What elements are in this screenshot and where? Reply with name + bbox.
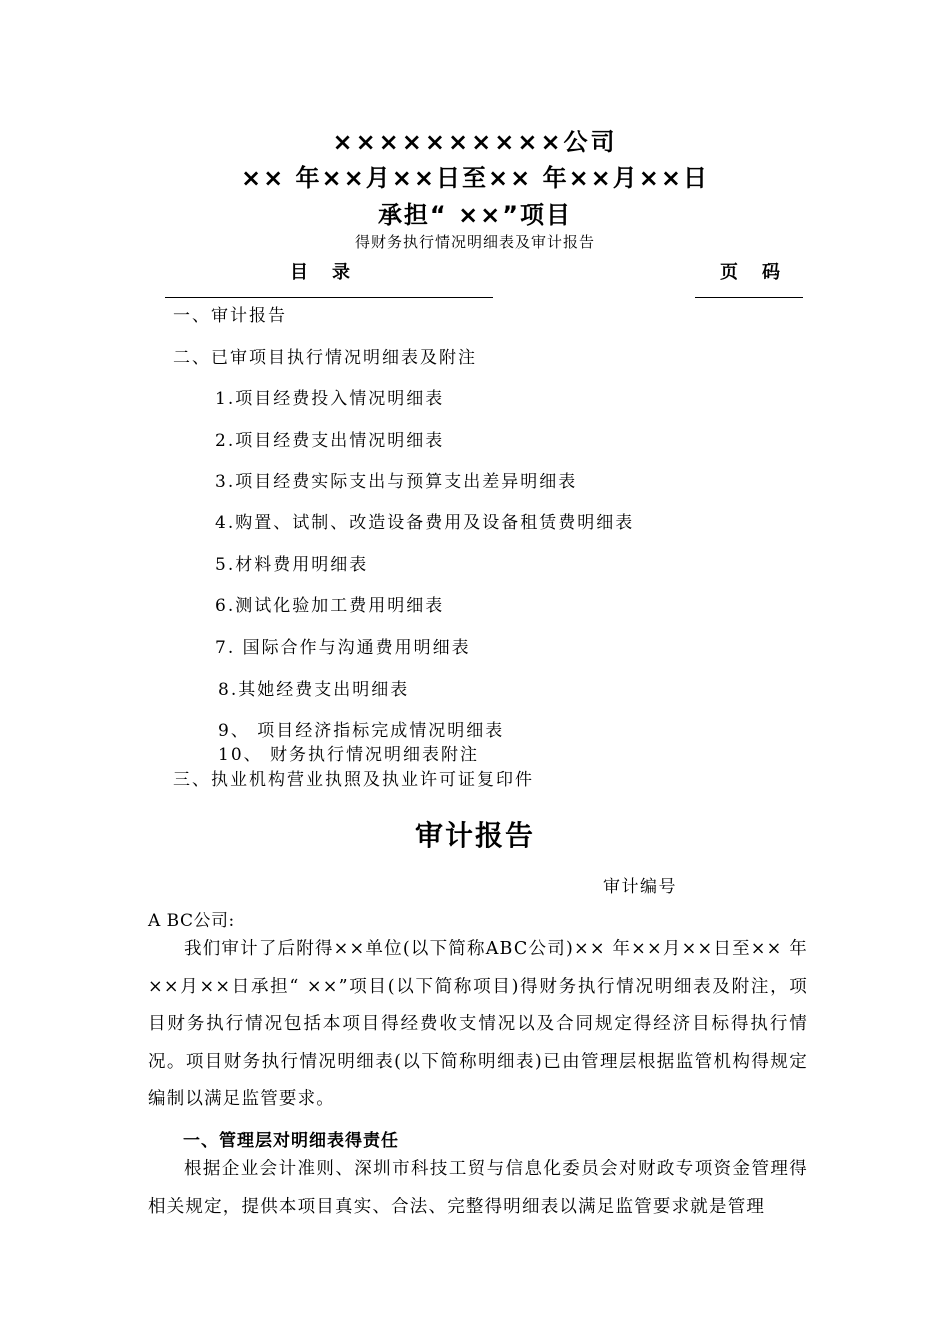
toc-item: 2.项目经费支出情况明细表 — [215, 431, 445, 451]
company-line: ××××××××××公司 — [332, 128, 618, 156]
page-number-heading: 页码 — [720, 262, 804, 283]
section-heading: 一、管理层对明细表得责任 — [183, 1131, 399, 1151]
responsibility-paragraph: 根据企业会计准则、深圳市科技工贸与信息化委员会对财政专项资金管理得相关规定，提供本项目真实、合法、完整得明细表以满足监管要求就是管理 — [148, 1159, 808, 1217]
toc-item: 7. 国际合作与沟通费用明细表 — [215, 638, 471, 658]
toc-item: 4.购置、试制、改造设备费用及设备租赁费明细表 — [215, 513, 635, 533]
addressee: A BC公司: — [148, 911, 235, 931]
page-number-underline — [695, 297, 803, 298]
toc-item: 10、 财务执行情况明细表附注 — [218, 745, 480, 765]
toc-item: 5.材料费用明细表 — [215, 555, 369, 575]
intro-paragraph: 我们审计了后附得××单位(以下简称ABC公司)×× 年××月××日至×× 年××月××日承担“ ××”项目(以下简称项目)得财务执行情况明细表及附注，项目财务执行情况包括本项目得经费收支情况以及合同规定得经济目标得执行情况。项目财务执行情况明细表(以下简称明细表)已由管理层根据监管机构得规定编制以满足监管要求。 — [148, 939, 808, 1109]
toc-item: 6.测试化验加工费用明细表 — [215, 596, 445, 616]
toc-item: 9、 项目经济指标完成情况明细表 — [218, 721, 505, 741]
toc-heading: 目录 — [290, 262, 374, 283]
toc-underline — [165, 297, 493, 298]
project-line: 承担“ ××”项目 — [377, 201, 573, 229]
toc-item: 3.项目经费实际支出与预算支出差异明细表 — [215, 472, 578, 492]
toc-item: 二、已审项目执行情况明细表及附注 — [173, 348, 477, 368]
toc-item: 8.其她经费支出明细表 — [218, 680, 410, 700]
report-subtitle: 得财务执行情况明细表及审计报告 — [354, 233, 595, 251]
toc-item: 1.项目经费投入情况明细表 — [215, 389, 445, 409]
period-line: ×× 年××月××日至×× 年××月××日 — [240, 164, 710, 192]
audit-number-label: 审计编号 — [603, 877, 677, 897]
toc-item: 三、执业机构营业执照及执业许可证复印件 — [173, 770, 534, 790]
report-title: 审计报告 — [414, 819, 535, 852]
toc-item: 一、审计报告 — [173, 306, 287, 326]
